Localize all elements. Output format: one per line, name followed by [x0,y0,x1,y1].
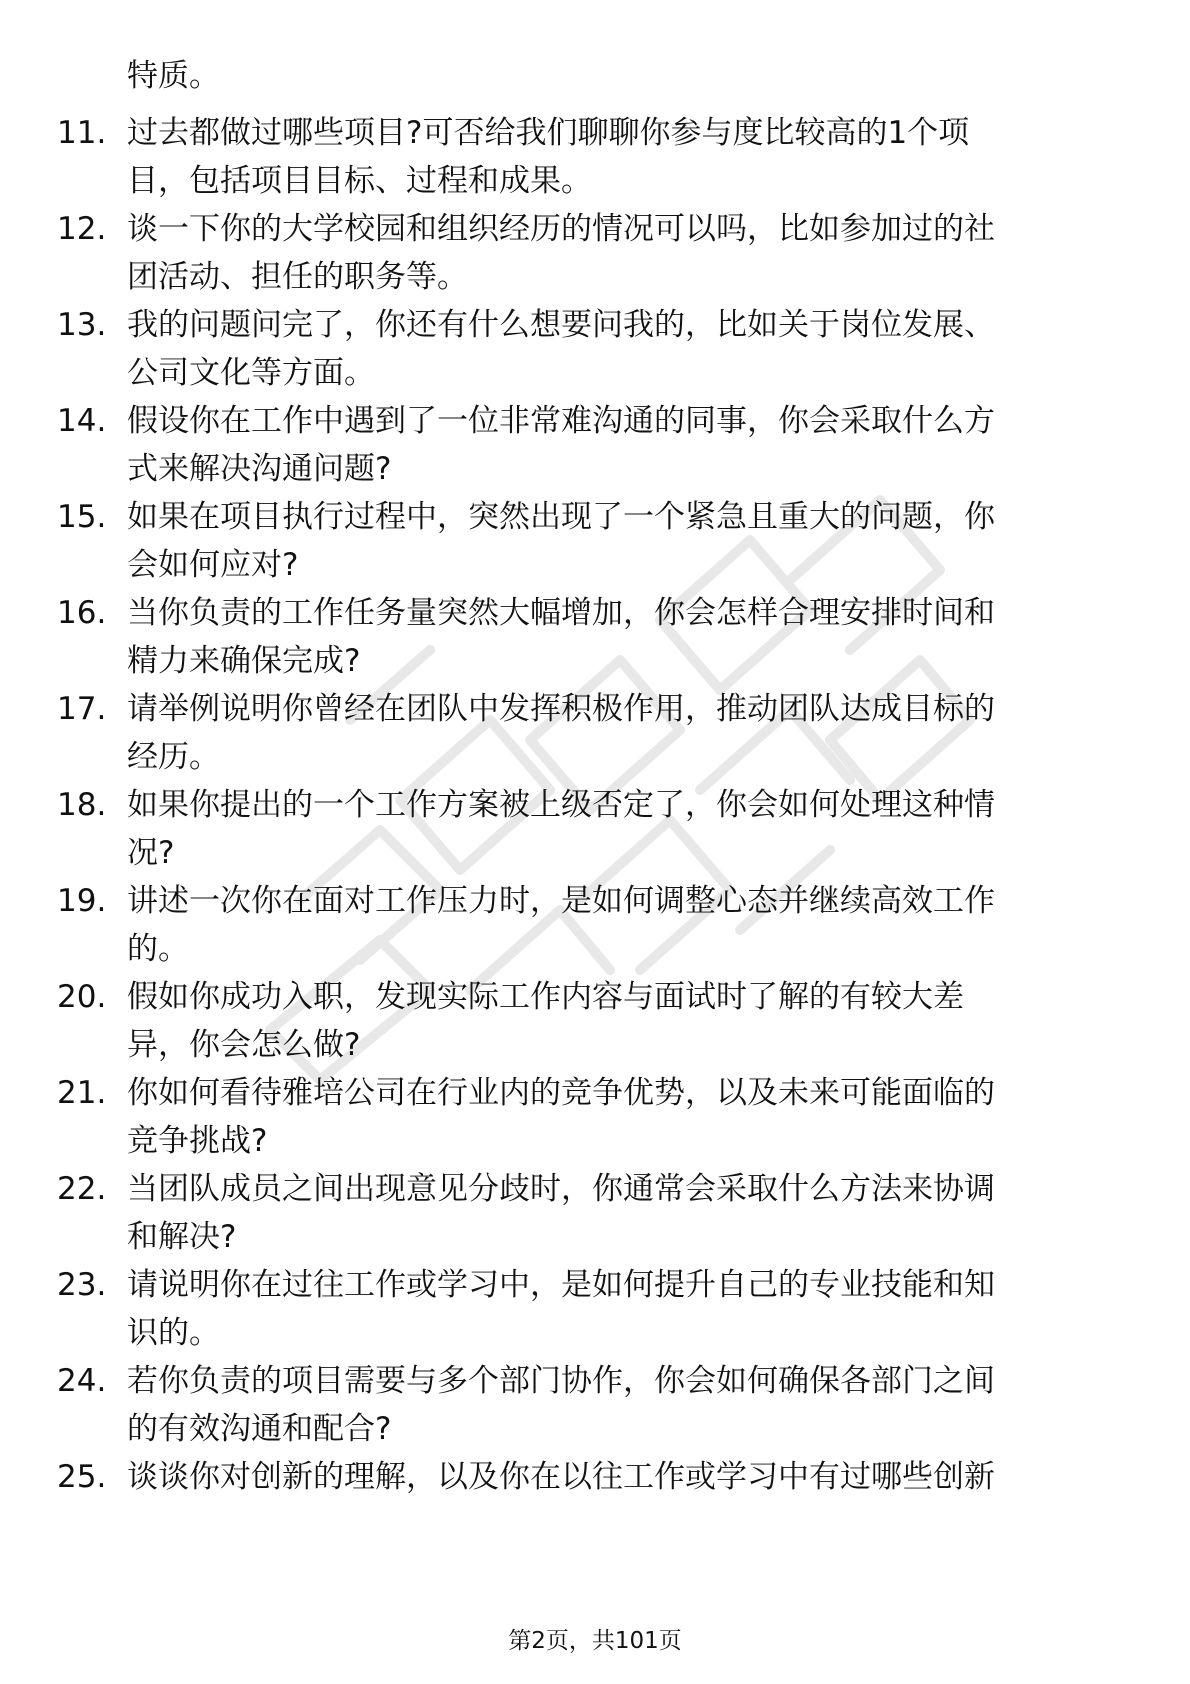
question-text-line: 经历。 [127,739,220,775]
question-text [127,397,1117,493]
question-number: 12. [57,211,107,247]
question-text-line: 假设你在工作中遇到了一位非常难沟通的同事，你会采取什么方 [127,403,995,439]
question-text-line: 竞争挑战? [127,1123,268,1159]
question-text-line: 我的问题问完了，你还有什么想要问我的，比如关于岗位发展、 [127,307,995,343]
question-text [127,589,1117,685]
question-text [127,1261,1117,1357]
question-text-line: 精力来确保完成? [127,643,361,679]
question-item [0,205,1190,301]
page-footer [0,1626,1190,1656]
question-number: 11. [57,115,107,151]
question-text [127,973,1117,1069]
question-number: 14. [57,403,107,439]
question-item [0,109,1190,205]
question-text-line: 讲述一次你在面对工作压力时，是如何调整心态并继续高效工作 [127,883,995,919]
question-text [127,301,1117,397]
question-item [0,1165,1190,1261]
question-text-line: 公司文化等方面。 [127,355,375,391]
question-text [127,781,1117,877]
question-text-line: 谈谈你对创新的理解，以及你在以往工作或学习中有过哪些创新 [127,1459,995,1495]
question-number: 13. [57,307,107,343]
question-text-line: 式来解决沟通问题? [127,451,392,487]
question-text [127,1069,1117,1165]
question-item [0,1357,1190,1453]
question-text-line: 识的。 [127,1315,220,1351]
question-item [0,877,1190,973]
question-text-line: 请说明你在过往工作或学习中，是如何提升自己的专业技能和知 [127,1267,995,1303]
question-number: 17. [57,691,107,727]
question-item [0,589,1190,685]
question-text-line: 谈一下你的大学校园和组织经历的情况可以吗，比如参加过的社 [127,211,995,247]
question-text-line: 和解决? [127,1219,237,1255]
question-text-line: 况? [127,835,175,871]
question-item [0,685,1190,781]
question-item [0,397,1190,493]
question-number: 23. [57,1267,107,1303]
question-item [0,973,1190,1069]
question-item [0,301,1190,397]
question-text [127,1165,1117,1261]
question-text [127,877,1117,973]
question-number: 25. [57,1459,107,1495]
question-text [127,1357,1117,1453]
question-text-line: 当你负责的工作任务量突然大幅增加，你会怎样合理安排时间和 [127,595,995,631]
question-text [127,493,1117,589]
question-text-line: 的有效沟通和配合? [127,1411,392,1447]
question-text-line: 过去都做过哪些项目?可否给我们聊聊你参与度比较高的1个项 [127,115,970,151]
question-text-line: 请举例说明你曾经在团队中发挥积极作用，推动团队达成目标的 [127,691,995,727]
question-item [0,493,1190,589]
question-text-line: 目，包括项目目标、过程和成果。 [127,163,592,199]
question-text [127,1453,1117,1501]
question-text-line: 当团队成员之间出现意见分歧时，你通常会采取什么方法来协调 [127,1171,995,1207]
question-text-line: 团活动、担任的职务等。 [127,259,468,295]
question-number: 24. [57,1363,107,1399]
question-text-line: 会如何应对? [127,547,299,583]
question-text-line: 假如你成功入职，发现实际工作内容与面试时了解的有较大差 [127,979,964,1015]
question-number: 18. [57,787,107,823]
question-list [0,109,1190,1549]
question-text-line: 异，你会怎么做? [127,1027,361,1063]
question-number: 20. [57,979,107,1015]
question-item [0,781,1190,877]
question-text [127,685,1117,781]
question-number: 19. [57,883,107,919]
question-text-line: 如果你提出的一个工作方案被上级否定了，你会如何处理这种情 [127,787,995,823]
question-text [127,205,1117,301]
question-number: 15. [57,499,107,535]
question-text-line: 如果在项目执行过程中，突然出现了一个紧急且重大的问题，你 [127,499,995,535]
question-item [0,1453,1190,1549]
question-item [0,1261,1190,1357]
question-text-line: 的。 [127,931,189,967]
question-text [127,109,1117,205]
question-number: 16. [57,595,107,631]
question-item [0,1069,1190,1165]
question-number: 21. [57,1075,107,1111]
continuation-text: 特质。 [127,58,220,94]
question-text-line: 若你负责的项目需要与多个部门协作，你会如何确保各部门之间 [127,1363,995,1399]
question-text-line: 你如何看待雅培公司在行业内的竞争优势，以及未来可能面临的 [127,1075,995,1111]
page-number-label: 第2页，共101页 [508,1628,682,1654]
question-number: 22. [57,1171,107,1207]
